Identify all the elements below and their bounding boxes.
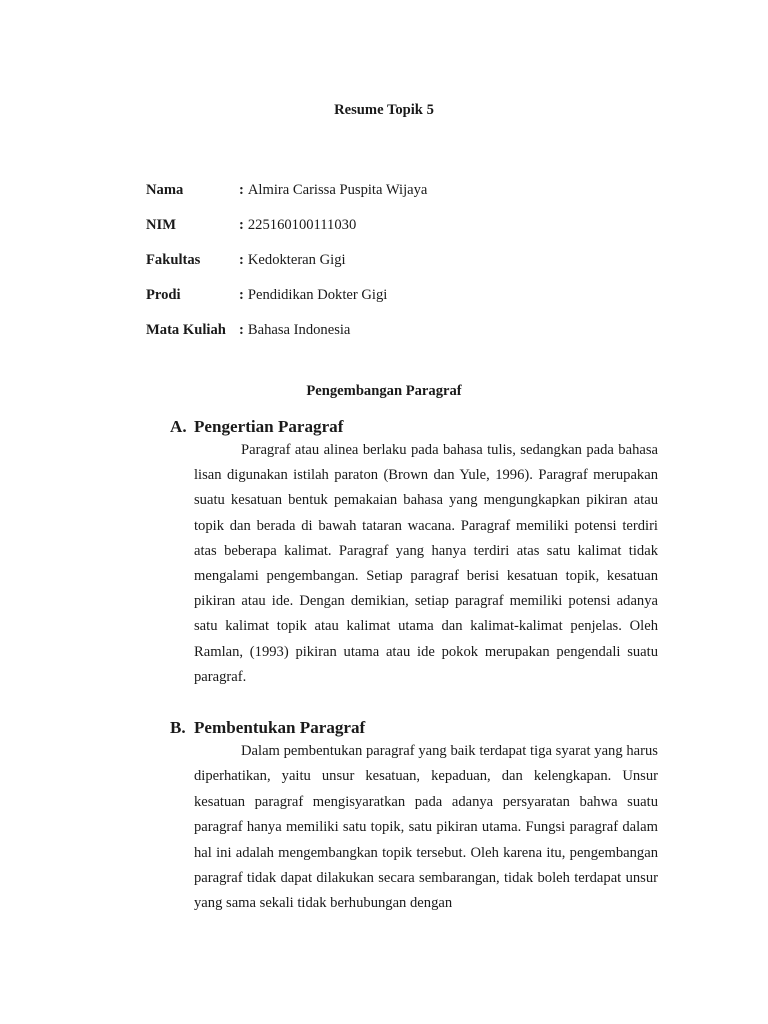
subsection-letter: A. — [170, 417, 187, 436]
subsection-heading-text: Pengertian Paragraf — [194, 417, 344, 436]
subsection-heading — [170, 717, 658, 739]
subsection-pembentukan — [170, 717, 658, 917]
identity-label: Fakultas — [146, 252, 201, 268]
identity-colon: : — [239, 217, 244, 233]
subsection-pengertian — [170, 416, 658, 690]
section-title: Pengembangan Paragraf — [306, 383, 462, 399]
subsection-heading-text: Pembentukan Paragraf — [194, 718, 366, 737]
identity-row-nama — [146, 173, 666, 208]
subsection-body: Paragraf atau alinea berlaku pada bahasa tulis, sedangkan pada bahasa lisan digunakan istilah paraton (Brown dan Yule, 1996). Paragraf merupakan suatu kesatuan bentuk pemakaian bahasa yang mengungkapkan pikiran atau topik dan berada di bawah tataran wacana. Paragraf memiliki potensi terdiri atas beberapa kalimat. Paragraf yang hanya terdiri atas satu kalimat tidak mengalami pengembangan. Setiap paragraf berisi kesatuan topik, kesatuan pikiran atau ide. Dengan demikian, setiap paragraf memiliki potensi adanya satu kalimat topik atau kalimat utama dan kalimat-kalimat penjelas. Oleh Ramlan, (1993) pikiran utama atau ide pokok merupakan pengendali suatu paragraf. — [194, 442, 658, 685]
identity-colon: : — [239, 322, 244, 338]
identity-colon: : — [239, 252, 244, 268]
identity-label: Nama — [146, 182, 184, 198]
identity-label: NIM — [146, 217, 176, 233]
subsection-letter: B. — [170, 718, 186, 737]
identity-colon: : — [239, 287, 244, 303]
identity-value: Almira Carissa Puspita Wijaya — [247, 182, 428, 198]
identity-colon: : — [239, 182, 244, 198]
identity-row-nim — [146, 208, 666, 243]
subsection-heading — [170, 416, 658, 438]
identity-label: Prodi — [146, 287, 181, 303]
subsection-body: Dalam pembentukan paragraf yang baik terdapat tiga syarat yang harus diperhatikan, yaitu unsur kesatuan, kepaduan, dan kelengkapan. Unsur kesatuan paragraf mengisyaratkan pada adanya persyaratan bahwa suatu paragraf hanya memiliki satu topik, satu pikiran utama. Fungsi paragraf dalam hal ini adalah mengembangkan topik tersebut. Oleh karena itu, pengembangan paragraf tidak dapat dilakukan secara sembarangan, tidak boleh terdapat unsur yang sama sekali tidak berhubungan dengan — [194, 743, 658, 912]
identity-row-prodi — [146, 278, 666, 313]
identity-value: Kedokteran Gigi — [247, 252, 346, 268]
identity-label: Mata Kuliah — [146, 322, 226, 338]
identity-row-fakultas — [146, 243, 666, 278]
identity-value: Pendidikan Dokter Gigi — [247, 287, 388, 303]
identity-value: Bahasa Indonesia — [247, 322, 351, 338]
identity-value: 225160100111030 — [247, 217, 357, 233]
document-title: Resume Topik 5 — [334, 102, 434, 118]
identity-block — [146, 173, 666, 348]
identity-row-mata-kuliah — [146, 313, 666, 348]
